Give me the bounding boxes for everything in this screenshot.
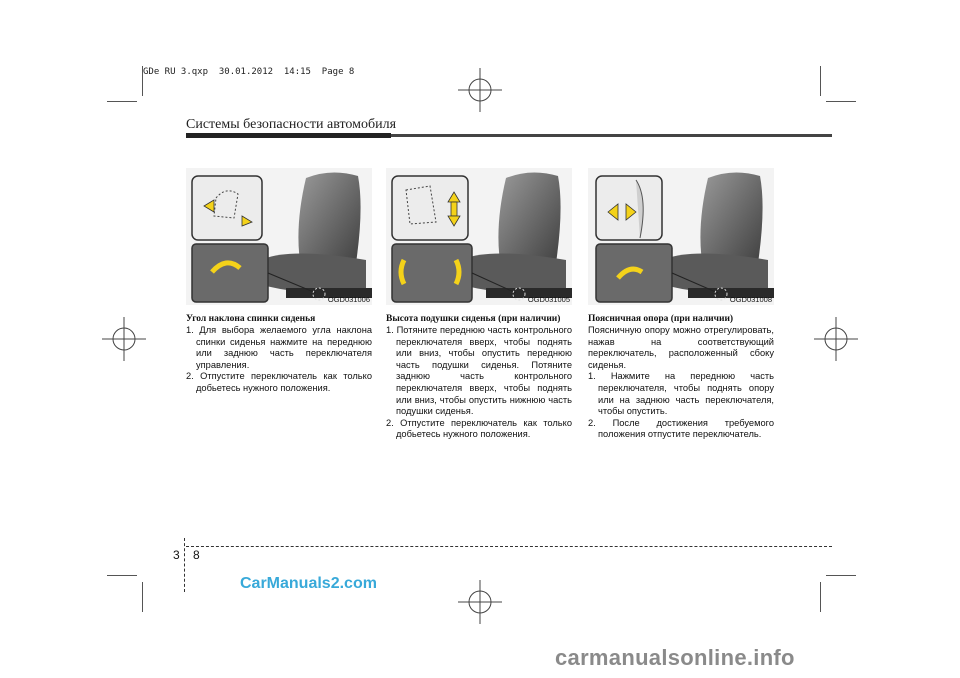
photo-code: OGD031006 [327,295,370,304]
step-2: 2. После достижения требуемого положения отпустите переключатель. [588,417,774,440]
column-seatback-recline [186,168,372,395]
watermark-carmanuals: CarManuals2.com [240,575,377,592]
column-cushion-height [386,168,572,441]
page-number-divider [184,538,186,592]
photo-code: OGD031008 [729,295,772,304]
footer-rule [186,546,832,547]
registration-mark-bottom [458,580,502,624]
registration-mark-left [102,317,146,361]
seat-illustration-recline [186,168,372,305]
seat-illustration-height [386,168,572,305]
section-title: Системы безопасности автомобиля [186,117,397,132]
page-number: 3 8 [173,548,205,562]
registration-mark-right [814,317,858,361]
column-lumbar-support [588,168,774,441]
heading-lumbar: Поясничная опора (при наличии) [588,314,734,324]
print-header: GDe RU 3.qxp 30.01.2012 14:15 Page 8 [143,67,355,77]
step-2: 2. Отпустите переключатель как только добьетесь нужного положения. [386,417,572,440]
seat-illustration-lumbar [588,168,774,305]
step-1: 1. Нажмите на переднюю часть переключателя, чтобы поднять опору или на заднюю часть переключателя, чтобы опустить. [588,371,774,417]
watermark-carmanualsonline: carmanualsonline.info [555,645,795,670]
step-1: 1. Для выбора желаемого угла наклона спинки сиденья нажмите на переднюю или заднюю часть переключателя управления. [186,325,372,370]
heading-cushion-height: Высота подушки сиденья (при наличии) [386,314,561,324]
lumbar-intro: Поясничную опору можно отрегулировать, нажав на соответствующий переключатель, расположенный сбоку сиденья. [588,325,774,370]
step-1: 1. Потяните переднюю часть контрольного переключателя вверх, чтобы поднять или вниз, чтобы опустить переднюю часть подушки сиденья. Потяните заднюю часть контрольного переключателя вверх, чтобы поднять или вниз, чтобы опустить нижнюю часть подушки сиденья. [386,325,572,417]
seat-photo-height [386,168,572,305]
step-2: 2. Отпустите переключатель как только добьетесь нужного положения. [186,371,372,393]
seat-photo-lumbar [588,168,774,305]
seat-photo-recline [186,168,372,305]
registration-mark-top [458,68,502,112]
photo-code: OGD031005 [527,295,570,304]
heading-recline: Угол наклона спинки сиденья [186,314,316,324]
title-rule-accent [186,133,391,138]
